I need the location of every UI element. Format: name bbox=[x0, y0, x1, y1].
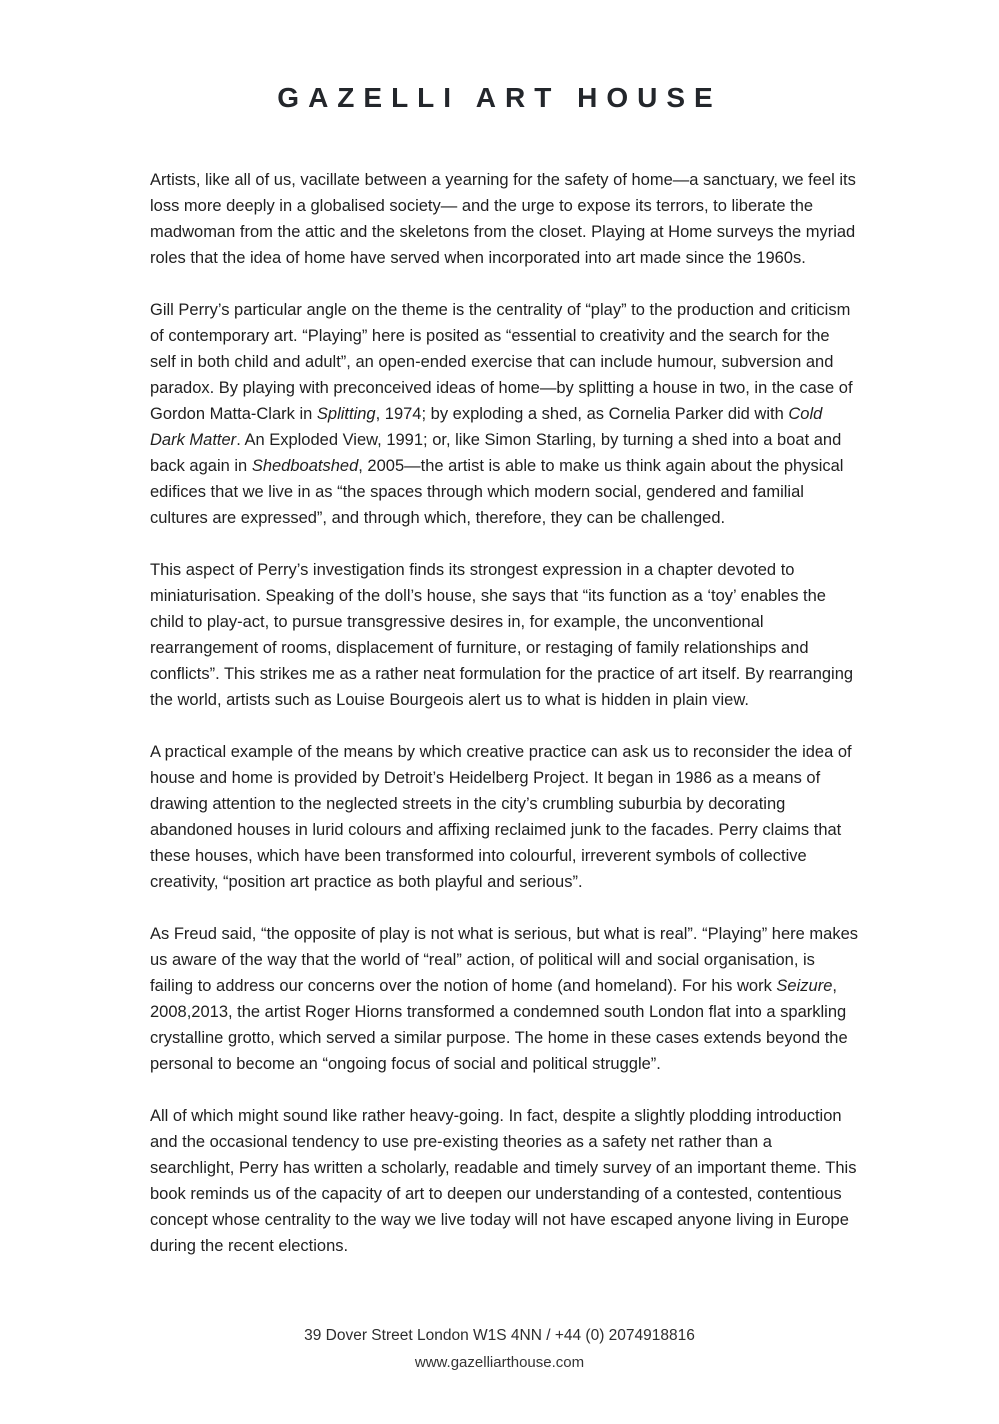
document-body bbox=[150, 167, 858, 1285]
text-run: Artists, like all of us, vacillate between a yearning for the safety of home—a sanctuary, we feel its loss more deeply in a globalised society— and the urge to expose its terrors, to liberate the madwoman from the attic and the skeletons from the closet. Playing at Home surveys the myriad roles that the idea of home have served when incorporated into art made since the 1960s. bbox=[150, 171, 856, 267]
text-run: All of which might sound like rather heavy-going. In fact, despite a slightly plodding introduction and the occasional tendency to use pre-existing theories as a safety net rather than a searchlight, Perry has written a scholarly, readable and timely survey of an important theme. This book reminds us of the capacity of art to deepen our understanding of a contested, contentious concept whose centrality to the way we live today will not have escaped anyone living in Europe during the recent elections. bbox=[150, 1107, 857, 1255]
text-run: . An Exploded View, 1991; or, like Simon Starling, by turning a shed into a boat and back again in bbox=[150, 431, 842, 475]
text-run: , 2008,2013, the artist Roger Hiorns transformed a condemned south London flat into a sparkling crystalline grotto, which served a similar purpose. The home in these cases extends beyond the personal to become an “ongoing focus of social and political struggle”. bbox=[150, 977, 848, 1073]
text-run: As Freud said, “the opposite of play is not what is serious, but what is real”. “Playing” here makes us aware of the way that the world of “real” action, of political will and social organisation, is failing to address our concerns over the notion of home (and homeland). For his work bbox=[150, 925, 858, 995]
text-run: This aspect of Perry’s investigation finds its strongest expression in a chapter devoted to miniaturisation. Speaking of the doll’s house, she says that “its function as a ‘toy’ enables the child to play-act, to pursue transgressive desires in, for example, the unconventional rearrangement of rooms, displacement of furniture, or restaging of family relationships and conflicts”. This strikes me as a rather neat formulation for the practice of art itself. By rearranging the world, artists such as Louise Bourgeois alert us to what is hidden in plain view. bbox=[150, 561, 854, 709]
italic-title-text: Seizure bbox=[776, 977, 833, 995]
text-run: , 1974; by exploding a shed, as Cornelia Parker did with bbox=[375, 405, 789, 423]
paragraph bbox=[150, 921, 858, 1077]
italic-title-text: Cold Dark Matter bbox=[150, 405, 823, 449]
paragraph bbox=[150, 167, 858, 271]
paragraph bbox=[150, 557, 858, 713]
brand-logo: GAZELLI ART HOUSE bbox=[277, 82, 722, 113]
text-run: Gill Perry’s particular angle on the theme is the centrality of “play” to the production and criticism of contemporary art. “Playing” here is posited as “essential to creativity and the search for the self in both child and adult”, an open-ended exercise that can include humour, subversion and paradox. By playing with preconceived ideas of home—by splitting a house in two, in the case of Gordon Matta-Clark in bbox=[150, 301, 853, 423]
text-run: , 2005—the artist is able to make us think again about the physical edifices that we live in as “the spaces through which modern social, gendered and familial cultures are expressed”, and through which, therefore, they can be challenged. bbox=[150, 457, 844, 527]
italic-title-text: Splitting bbox=[316, 405, 376, 423]
footer-address: 39 Dover Street London W1S 4NN / +44 (0) 2074918816 bbox=[304, 1327, 695, 1344]
italic-title-text: Shedboatshed bbox=[251, 457, 359, 475]
paragraph bbox=[150, 739, 858, 895]
page-footer bbox=[0, 1322, 999, 1376]
paragraph bbox=[150, 297, 858, 531]
paragraph bbox=[150, 1103, 858, 1259]
text-run: A practical example of the means by which creative practice can ask us to reconsider the idea of house and home is provided by Detroit’s Heidelberg Project. It began in 1986 as a means of drawing attention to the neglected streets in the city’s crumbling suburbia by decorating abandoned houses in lurid colours and affixing reclaimed junk to the facades. Perry claims that these houses, which have been transformed into colourful, irreverent symbols of collective creativity, “position art practice as both playful and serious”. bbox=[150, 743, 852, 891]
footer-website: www.gazelliarthouse.com bbox=[414, 1354, 585, 1371]
